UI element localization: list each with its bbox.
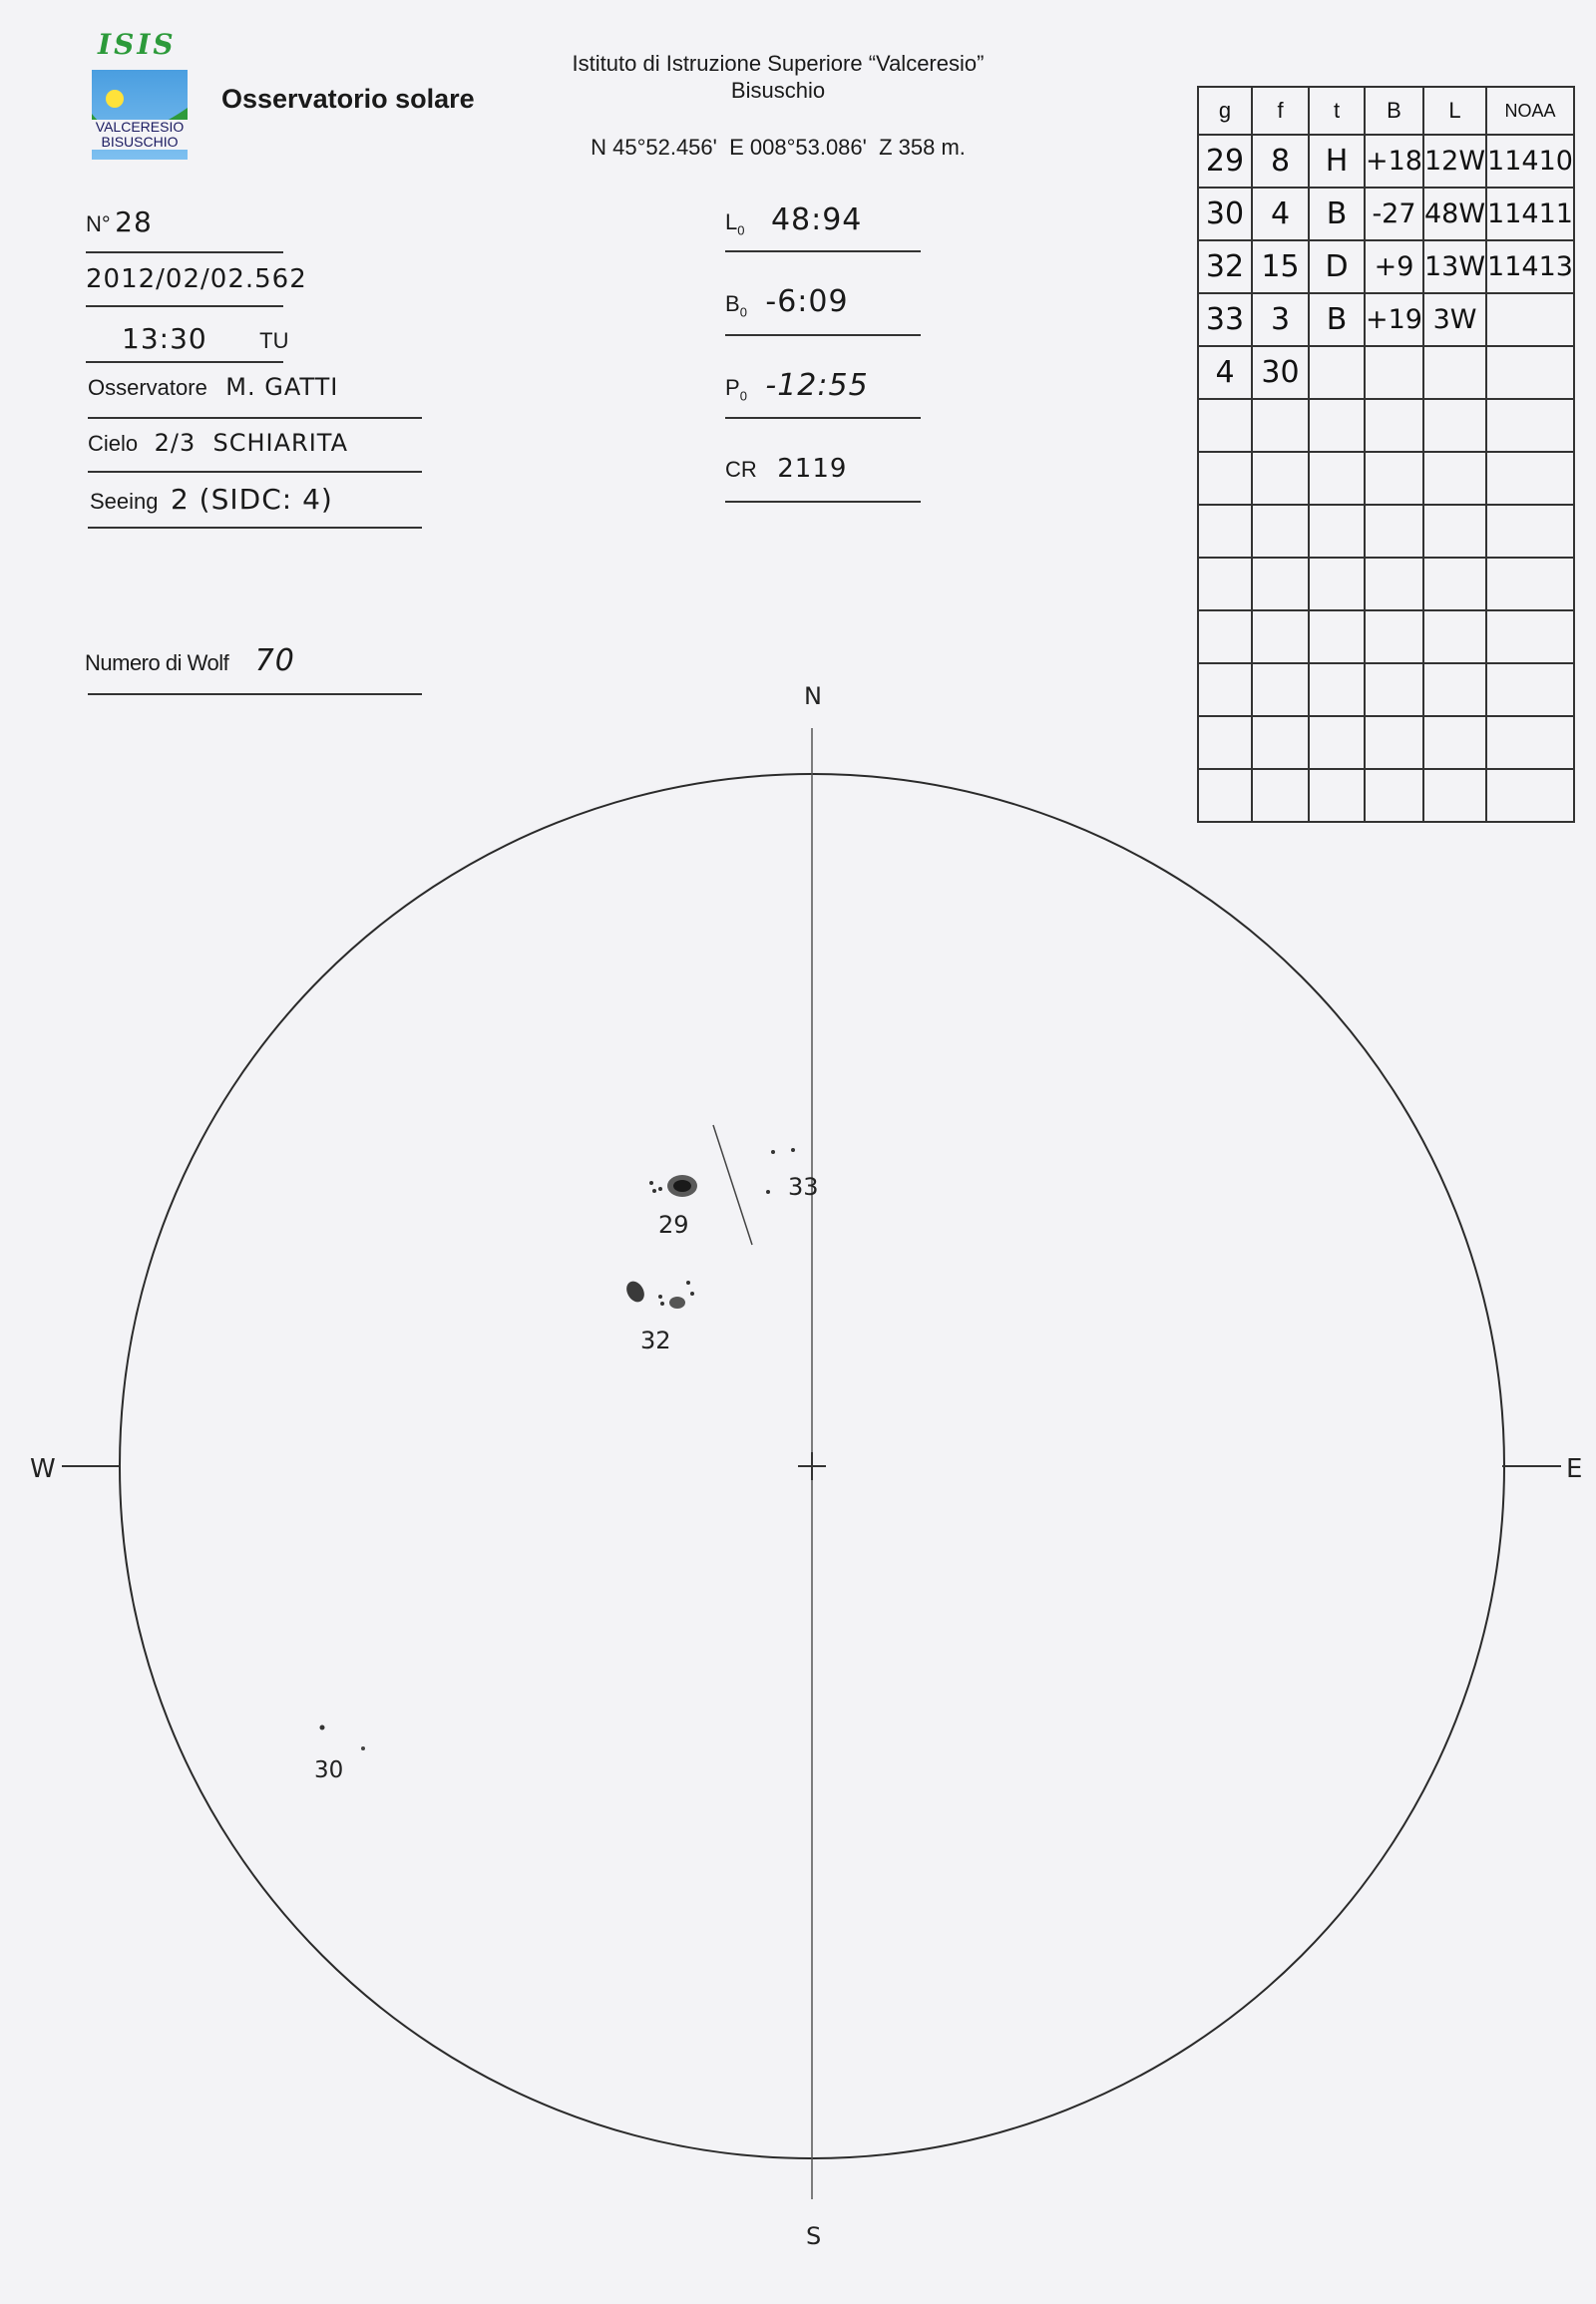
observer-label: Osservatore bbox=[88, 375, 207, 400]
header-noaa: NOAA bbox=[1486, 87, 1574, 135]
table-cell: 33 bbox=[1198, 293, 1252, 346]
table-cell: 4 bbox=[1252, 188, 1309, 240]
sunspot-33-pore-2 bbox=[791, 1148, 795, 1152]
north-label: N bbox=[804, 682, 822, 710]
table-cell: +18 bbox=[1365, 135, 1423, 188]
institute-line1: Istituto di Istruzione Superiore “Valceresio” bbox=[572, 51, 985, 76]
south-label: S bbox=[806, 2222, 822, 2250]
wolf-label: Numero di Wolf bbox=[85, 650, 229, 675]
header-g: g bbox=[1198, 87, 1252, 135]
cr-label: CR bbox=[725, 457, 757, 482]
table-cell: 48W bbox=[1423, 188, 1486, 240]
p0-label: $P_0$ bbox=[725, 375, 747, 404]
sunspot-29-pore-3 bbox=[658, 1187, 662, 1191]
sunspot-30-pore-1 bbox=[320, 1726, 325, 1730]
wolf-value: 70 bbox=[254, 643, 295, 678]
sky-label: Cielo bbox=[88, 431, 139, 456]
table-cell: 30 bbox=[1198, 188, 1252, 240]
table-cell: +9 bbox=[1365, 240, 1423, 293]
header-l: L bbox=[1423, 87, 1486, 135]
header-f: f bbox=[1252, 87, 1309, 135]
table-cell: 11410 bbox=[1486, 135, 1574, 188]
p0-value: -12:55 bbox=[765, 368, 869, 403]
sunspot-29-pore-1 bbox=[649, 1181, 653, 1185]
logo-subtitle-line2: BISUSCHIO bbox=[101, 134, 179, 150]
table-cell: 11411 bbox=[1486, 188, 1574, 240]
group-33-pointer bbox=[713, 1125, 752, 1245]
table-cell: 3W bbox=[1423, 293, 1486, 346]
time-unit: TU bbox=[259, 328, 289, 353]
group-29-label: 29 bbox=[658, 1211, 689, 1239]
logo-subtitle-line1: VALCERESIO bbox=[95, 119, 185, 135]
table-cell: B bbox=[1309, 293, 1365, 346]
table-cell: -27 bbox=[1365, 188, 1423, 240]
time-value: 13:30 bbox=[122, 322, 207, 355]
sunspot-32-leader bbox=[623, 1278, 648, 1305]
table-cell: 4 bbox=[1198, 346, 1252, 399]
group-30-label: 30 bbox=[314, 1757, 344, 1783]
sunspot-33-pore-3 bbox=[766, 1190, 770, 1194]
observatory-title: Osservatorio solare bbox=[221, 84, 475, 114]
table-cell: +19 bbox=[1365, 293, 1423, 346]
header-b: B bbox=[1365, 87, 1423, 135]
table-cell: 29 bbox=[1198, 135, 1252, 188]
sunspot-29-pore-2 bbox=[652, 1189, 656, 1193]
east-label: E bbox=[1566, 1454, 1583, 1484]
table-cell: 32 bbox=[1198, 240, 1252, 293]
number-value: 28 bbox=[115, 205, 153, 238]
table-cell: D bbox=[1309, 240, 1365, 293]
table-cell: 11413 bbox=[1486, 240, 1574, 293]
observation-date: 2012/02/02.562 bbox=[86, 264, 307, 294]
group-33-label: 33 bbox=[788, 1173, 819, 1201]
b0-label: $B_0$ bbox=[725, 291, 747, 320]
b0-value: -6:09 bbox=[765, 284, 849, 319]
header-t: t bbox=[1309, 87, 1365, 135]
station-coordinates: N 45°52.456' E 008°53.086' Z 358 m. bbox=[591, 135, 966, 160]
group-32-label: 32 bbox=[640, 1327, 671, 1354]
sunspot-32-pore-3 bbox=[686, 1281, 690, 1285]
observer-value: M. GATTI bbox=[225, 373, 339, 401]
table-cell: H bbox=[1309, 135, 1365, 188]
table-cell: 13W bbox=[1423, 240, 1486, 293]
sunspot-30-pore-2 bbox=[361, 1746, 365, 1750]
table-cell: 3 bbox=[1252, 293, 1309, 346]
sunspot-29-umbra bbox=[673, 1180, 691, 1192]
seeing-value: 2 (SIDC: 4) bbox=[170, 483, 333, 516]
table-cell: B bbox=[1309, 188, 1365, 240]
seeing-label: Seeing bbox=[90, 489, 159, 514]
sky-value: 2/3 SCHIARITA bbox=[154, 429, 348, 457]
sunspot-32-follower bbox=[669, 1297, 685, 1309]
institute-line2: Bisuschio bbox=[730, 78, 826, 103]
table-cell: 30 bbox=[1252, 346, 1309, 399]
table-cell: 8 bbox=[1252, 135, 1309, 188]
west-label: W bbox=[30, 1454, 56, 1484]
sunspot-33-pore-1 bbox=[771, 1150, 775, 1154]
number-label: N° bbox=[86, 211, 111, 236]
table-cell: 12W bbox=[1423, 135, 1486, 188]
sunspot-32-pore-1 bbox=[658, 1295, 662, 1299]
logo-brand-text: ISIS bbox=[98, 28, 177, 61]
sunspot-32-pore-4 bbox=[690, 1292, 694, 1296]
table-cell: 15 bbox=[1252, 240, 1309, 293]
l0-value: 48:94 bbox=[770, 202, 863, 237]
cr-value: 2119 bbox=[777, 454, 848, 484]
l0-label: $L_0$ bbox=[725, 209, 745, 238]
sunspot-32-pore-2 bbox=[660, 1302, 664, 1306]
